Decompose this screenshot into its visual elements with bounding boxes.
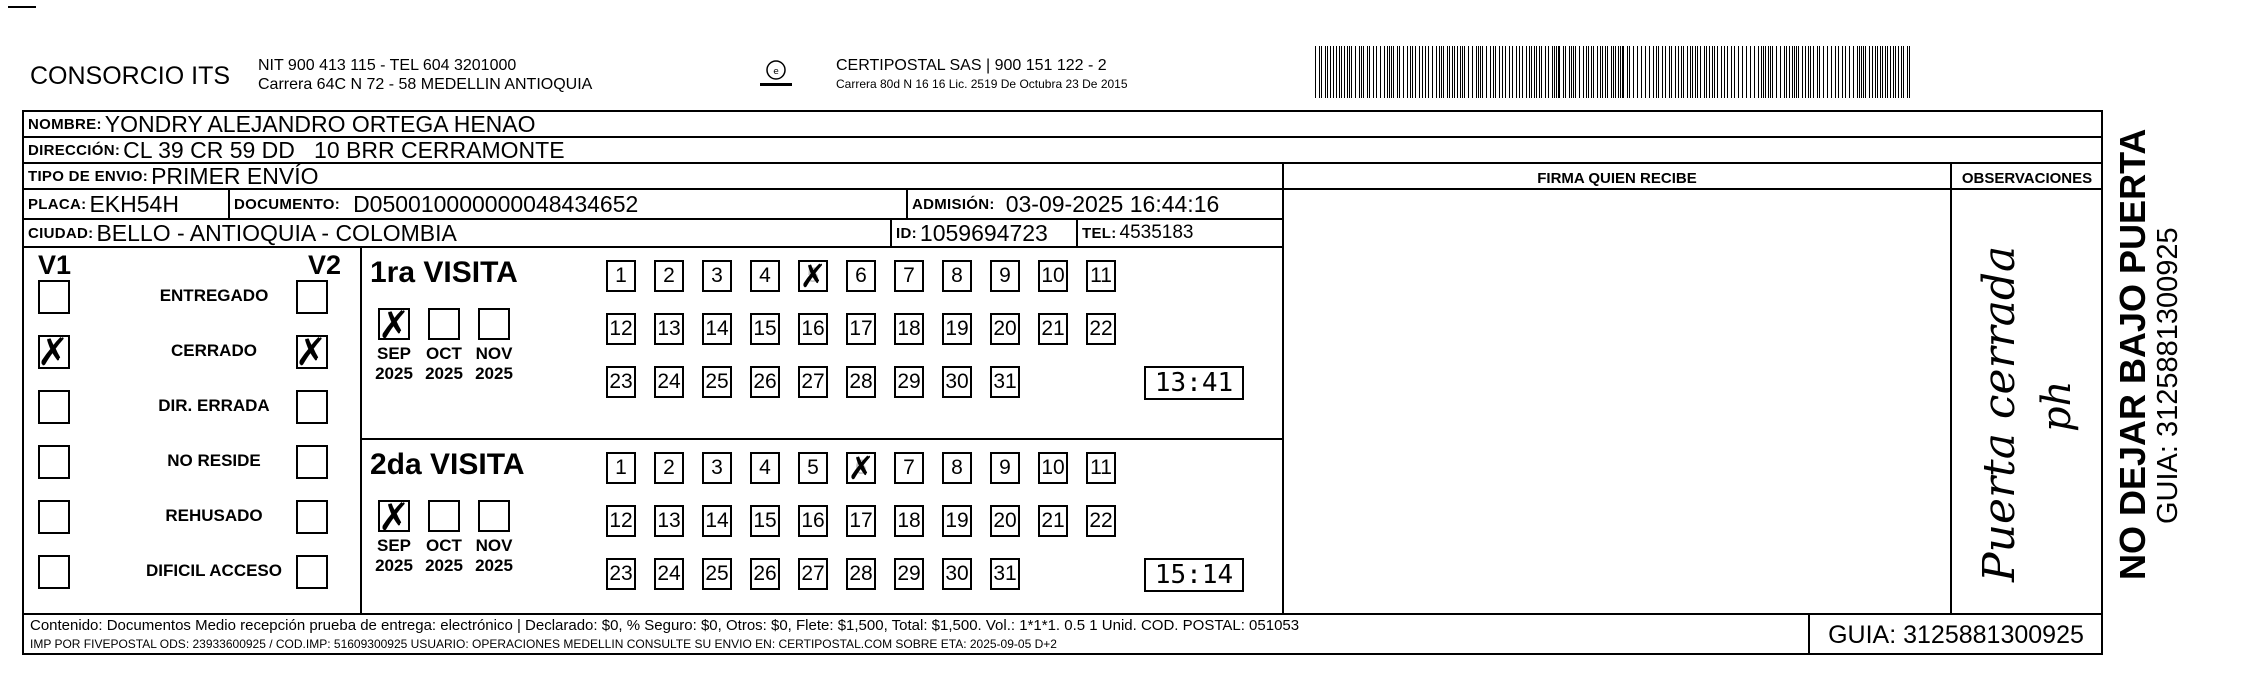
month-checkbox[interactable]: [478, 500, 510, 532]
day-box[interactable]: 15: [750, 313, 780, 345]
barcode: [1315, 46, 1910, 98]
day-box[interactable]: 6 ✗: [846, 452, 876, 484]
day-box[interactable]: 19: [942, 505, 972, 537]
day-box[interactable]: 14: [702, 505, 732, 537]
top-rule: [8, 6, 36, 8]
id-value: 1059694723: [919, 219, 1048, 246]
status-label: DIR. ERRADA: [158, 396, 270, 415]
day-box[interactable]: 5 ✗: [798, 260, 828, 292]
certipostal-logo: [756, 56, 796, 96]
status-label: NO RESIDE: [167, 451, 261, 470]
placa-label: PLACA:: [28, 195, 87, 213]
day-box[interactable]: 19: [942, 313, 972, 345]
v2-checkbox[interactable]: [296, 445, 328, 479]
day-box[interactable]: 21: [1038, 313, 1068, 345]
v1-checkbox[interactable]: [38, 555, 70, 589]
day-box[interactable]: 18: [894, 505, 924, 537]
day-box[interactable]: 10: [1038, 260, 1068, 292]
month-label: [370, 344, 418, 384]
nombre-label: NOMBRE:: [28, 115, 102, 133]
day-box[interactable]: 25: [702, 558, 732, 590]
x-mark-icon: ✗: [37, 330, 69, 374]
month-label: [370, 536, 418, 576]
nombre-value: YONDRY ALEJANDRO ORTEGA HENAO: [104, 110, 536, 137]
row-direccion: [24, 138, 2101, 164]
company-nit-line1: NIT 900 413 115 - TEL 604 3201000: [258, 57, 517, 74]
footer-rule: [24, 613, 2101, 615]
v1-checkbox[interactable]: [37, 330, 70, 374]
documento-cell: [230, 190, 908, 218]
v1-checkbox[interactable]: [38, 390, 70, 424]
day-box[interactable]: 20: [990, 313, 1020, 345]
firma-divider: [1282, 164, 1284, 615]
day-box[interactable]: 28: [846, 366, 876, 398]
footer-print-info: IMP POR FIVEPOSTAL ODS: 23933600925 / COD.IMP: 51609300925 USUARIO: OPERACIONES MEDELLIN CONSULTE SU ENVIO EN: CERTIPOSTAL.COM SOBRE ETA: 2025-09-05 D+2: [30, 637, 1057, 651]
ciudad-value: BELLO - ANTIOQUIA - COLOMBIA: [96, 219, 457, 246]
observaciones-divider: [1950, 164, 1952, 615]
admision-label: ADMISIÓN:: [912, 195, 995, 213]
day-box[interactable]: 2: [654, 452, 684, 484]
x-mark-icon: ✗: [378, 303, 410, 347]
v1-header: V1: [38, 250, 72, 280]
month-label: [420, 344, 468, 384]
admision-value: 03-09-2025 16:44:16: [1005, 190, 1220, 217]
handwritten-note: Puerta cerrada: [1974, 245, 2025, 582]
day-box[interactable]: 26: [750, 366, 780, 398]
day-box[interactable]: 12: [606, 313, 636, 345]
month-name: SEP: [376, 536, 412, 555]
day-box[interactable]: 22: [1086, 505, 1116, 537]
month-checkbox[interactable]: [478, 308, 510, 340]
day-box[interactable]: 7: [894, 260, 924, 292]
carrier-address: Carrera 80d N 16 16 Lic. 2519 De Octubra 23 De 2015: [836, 77, 1128, 91]
side-warning: NO DEJAR BAJO PUERTA: [2112, 128, 2153, 580]
placa-value: EKH54H: [89, 190, 179, 217]
visit-title: 1ra VISITA: [370, 256, 518, 289]
row-tipo: [24, 164, 1282, 190]
ciudad-label: CIUDAD:: [28, 224, 94, 242]
day-box[interactable]: 10: [1038, 452, 1068, 484]
status-divider: [360, 248, 362, 615]
day-box[interactable]: 13: [654, 505, 684, 537]
day-box[interactable]: 21: [1038, 505, 1068, 537]
v2-header: V2: [308, 250, 342, 280]
row-placa: [24, 190, 1282, 220]
day-box[interactable]: 3: [702, 452, 732, 484]
company-name: CONSORCIO ITS: [30, 62, 231, 90]
day-box[interactable]: 11: [1086, 260, 1116, 292]
month-label: [420, 536, 468, 576]
month-label: [470, 536, 518, 576]
tipo-value: PRIMER ENVÍO: [151, 162, 319, 189]
row-nombre: [24, 112, 2101, 138]
day-box[interactable]: 14: [702, 313, 732, 345]
x-mark-icon: ✗: [295, 330, 327, 374]
day-box[interactable]: 9: [990, 452, 1020, 484]
side-guia: GUIA: 3125881300925: [2152, 227, 2184, 524]
status-label: CERRADO: [171, 341, 257, 360]
day-box[interactable]: 27: [798, 558, 828, 590]
day-box[interactable]: 31: [990, 366, 1020, 398]
day-box[interactable]: 30: [942, 558, 972, 590]
day-box[interactable]: 26: [750, 558, 780, 590]
day-box[interactable]: 12: [606, 505, 636, 537]
direccion-label: DIRECCIÓN:: [28, 141, 121, 159]
day-box[interactable]: 6: [846, 260, 876, 292]
day-box[interactable]: 20: [990, 505, 1020, 537]
month-checkbox[interactable]: [378, 495, 410, 539]
label-header: [0, 40, 2266, 110]
day-box[interactable]: 30: [942, 366, 972, 398]
day-box[interactable]: 17: [846, 505, 876, 537]
day-box[interactable]: 24: [654, 558, 684, 590]
direccion-value: CL 39 CR 59 DD 10 BRR CERRAMONTE: [123, 136, 565, 163]
tipo-label: TIPO DE ENVIO:: [28, 167, 149, 185]
day-box[interactable]: 4: [750, 260, 780, 292]
v2-checkbox[interactable]: [296, 280, 328, 314]
day-box[interactable]: 24: [654, 366, 684, 398]
v2-checkbox[interactable]: [296, 390, 328, 424]
day-box[interactable]: 25: [702, 366, 732, 398]
documento-label: DOCUMENTO:: [234, 195, 341, 213]
v2-checkbox[interactable]: [296, 555, 328, 589]
carrier-info: [836, 56, 1128, 94]
id-cell: [892, 220, 1078, 246]
day-box[interactable]: 4: [750, 452, 780, 484]
tel-label: TEL:: [1082, 224, 1117, 242]
tel-value: 4535183: [1119, 222, 1194, 243]
month-checkbox[interactable]: [428, 308, 460, 340]
day-box[interactable]: 15: [750, 505, 780, 537]
month-name: NOV: [475, 344, 513, 363]
v1-checkbox[interactable]: [38, 445, 70, 479]
v1-checkbox[interactable]: [38, 280, 70, 314]
month-name: OCT: [426, 344, 462, 363]
footer-guia: GUIA: 3125881300925: [1808, 615, 2102, 655]
row-ciudad: [24, 220, 1282, 248]
svg-text:e: e: [773, 67, 779, 77]
visit-time: 13:41: [1144, 366, 1244, 400]
day-box[interactable]: 8: [942, 260, 972, 292]
month-label: [470, 344, 518, 384]
month-year: 2025: [375, 364, 413, 383]
day-box[interactable]: 5: [798, 452, 828, 484]
month-year: 2025: [475, 364, 513, 383]
day-box[interactable]: 11: [1086, 452, 1116, 484]
tel-cell: [1078, 220, 1282, 246]
day-box[interactable]: 18: [894, 313, 924, 345]
visit-divider: [360, 438, 1282, 440]
month-year: 2025: [475, 556, 513, 575]
month-name: NOV: [475, 536, 513, 555]
company-nit: [258, 56, 592, 94]
day-box[interactable]: 2: [654, 260, 684, 292]
day-box[interactable]: 23: [606, 558, 636, 590]
day-box[interactable]: 22: [1086, 313, 1116, 345]
shipping-label-form: [22, 110, 2103, 655]
visit-title: 2da VISITA: [370, 448, 525, 481]
status-label: REHUSADO: [165, 506, 263, 525]
ciudad-cell: [24, 220, 892, 246]
day-box[interactable]: 29: [894, 366, 924, 398]
day-box[interactable]: 16: [798, 313, 828, 345]
v2-checkbox[interactable]: [295, 330, 328, 374]
documento-value: D050010000000048434652: [353, 190, 639, 217]
day-box[interactable]: 27: [798, 366, 828, 398]
day-box[interactable]: 3: [702, 260, 732, 292]
month-year: 2025: [425, 556, 463, 575]
firma-header: FIRMA QUIEN RECIBE: [1537, 170, 1697, 187]
day-box[interactable]: 28: [846, 558, 876, 590]
month-checkbox[interactable]: [428, 500, 460, 532]
day-box[interactable]: 1: [606, 452, 636, 484]
header-rule: [1282, 188, 2101, 190]
footer-content: Contenido: Documentos Medio recepción prueba de entrega: electrónico | Declarado: $0, % Seguro: $0, Otros: $0, Flete: $1,500, Total: $1,500. Vol.: 1*1*1. 0.5 1 Unid. COD. POSTAL: 051053: [30, 617, 1300, 634]
v1-checkbox[interactable]: [38, 500, 70, 534]
status-label: DIFICIL ACCESO: [145, 561, 282, 580]
placa-cell: [24, 190, 230, 218]
day-box[interactable]: 7: [894, 452, 924, 484]
month-checkbox[interactable]: [378, 303, 410, 347]
day-box[interactable]: 29: [894, 558, 924, 590]
carrier-nit: CERTIPOSTAL SAS | 900 151 122 - 2: [836, 57, 1107, 74]
status-label: ENTREGADO: [159, 286, 269, 305]
visit-time: 15:14: [1144, 558, 1244, 592]
day-box[interactable]: 9: [990, 260, 1020, 292]
month-year: 2025: [425, 364, 463, 383]
day-box[interactable]: 13: [654, 313, 684, 345]
v2-checkbox[interactable]: [296, 500, 328, 534]
handwritten-initials: ph: [2034, 380, 2080, 432]
month-year: 2025: [375, 556, 413, 575]
month-name: OCT: [426, 536, 462, 555]
company-address: Carrera 64C N 72 - 58 MEDELLIN ANTIOQUIA: [258, 76, 593, 93]
observaciones-header: OBSERVACIONES: [1961, 170, 2093, 187]
day-box[interactable]: 1: [606, 260, 636, 292]
day-box[interactable]: 17: [846, 313, 876, 345]
footer: [24, 615, 2101, 655]
month-name: SEP: [376, 344, 412, 363]
day-box[interactable]: 31: [990, 558, 1020, 590]
day-box[interactable]: 8: [942, 452, 972, 484]
id-label: ID:: [896, 224, 917, 242]
day-box[interactable]: 16: [798, 505, 828, 537]
admision-cell: [908, 190, 1282, 218]
x-mark-icon: ✗: [378, 495, 410, 539]
day-box[interactable]: 23: [606, 366, 636, 398]
